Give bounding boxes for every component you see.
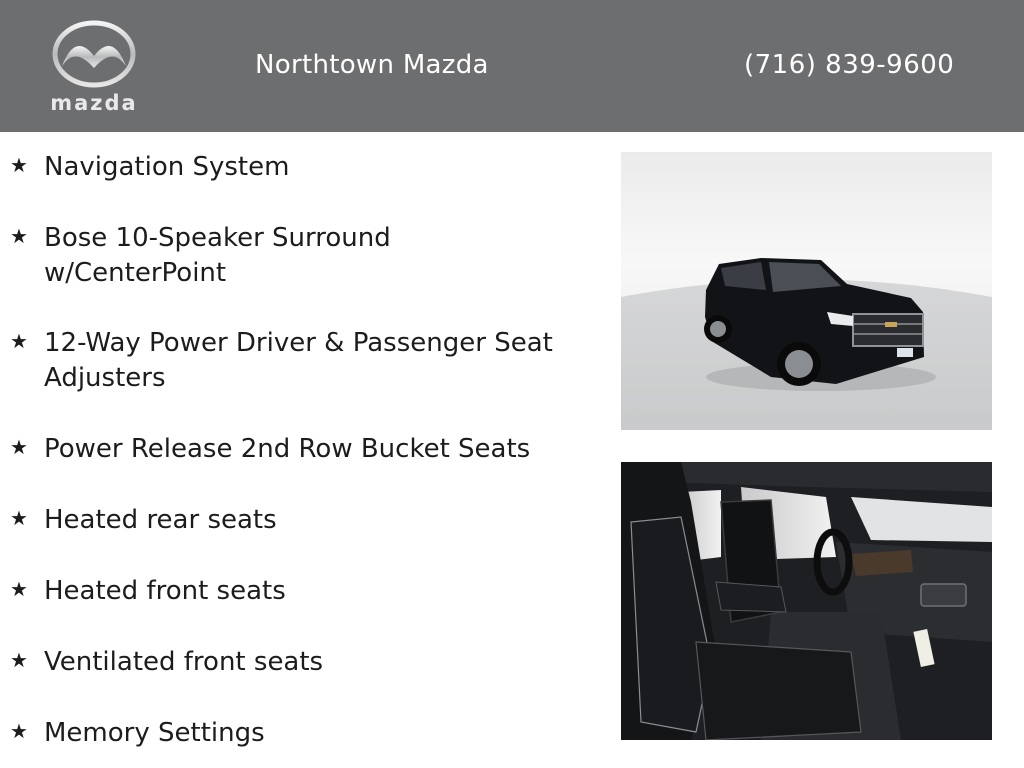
feature-label: Heated front seats bbox=[44, 576, 286, 606]
feature-item bbox=[10, 432, 590, 467]
mazda-emblem-icon bbox=[40, 16, 148, 116]
feature-item bbox=[10, 221, 590, 291]
star-icon: ★ bbox=[10, 719, 28, 743]
feature-label: Ventilated front seats bbox=[44, 647, 324, 677]
mazda-logo[interactable] bbox=[40, 16, 148, 116]
feature-item bbox=[10, 574, 590, 609]
feature-item bbox=[10, 716, 590, 751]
dealer-name: Northtown Mazda bbox=[255, 50, 489, 80]
feature-item bbox=[10, 150, 590, 185]
star-icon: ★ bbox=[10, 506, 28, 530]
feature-item bbox=[10, 326, 590, 396]
header-bar bbox=[0, 0, 1024, 132]
dealer-phone[interactable]: (716) 839-9600 bbox=[744, 50, 955, 80]
star-icon: ★ bbox=[10, 648, 28, 672]
feature-label: Navigation System bbox=[44, 152, 290, 182]
star-icon: ★ bbox=[10, 435, 28, 459]
feature-label: Power Release 2nd Row Bucket Seats bbox=[44, 434, 531, 464]
feature-item bbox=[10, 503, 590, 538]
star-icon: ★ bbox=[10, 224, 28, 248]
star-icon: ★ bbox=[10, 329, 28, 353]
feature-label: Bose 10-Speaker Surround w/CenterPoint bbox=[44, 223, 391, 288]
mazda-wordmark: mazda bbox=[50, 91, 138, 115]
star-icon: ★ bbox=[10, 153, 28, 177]
feature-item bbox=[10, 645, 590, 680]
car-exterior-photo[interactable] bbox=[621, 152, 992, 430]
feature-label: Heated rear seats bbox=[44, 505, 277, 535]
feature-label: Memory Settings bbox=[44, 718, 265, 748]
car-interior-photo[interactable] bbox=[621, 462, 992, 740]
star-icon: ★ bbox=[10, 577, 28, 601]
feature-label: 12-Way Power Driver & Passenger Seat Adjusters bbox=[44, 328, 553, 393]
